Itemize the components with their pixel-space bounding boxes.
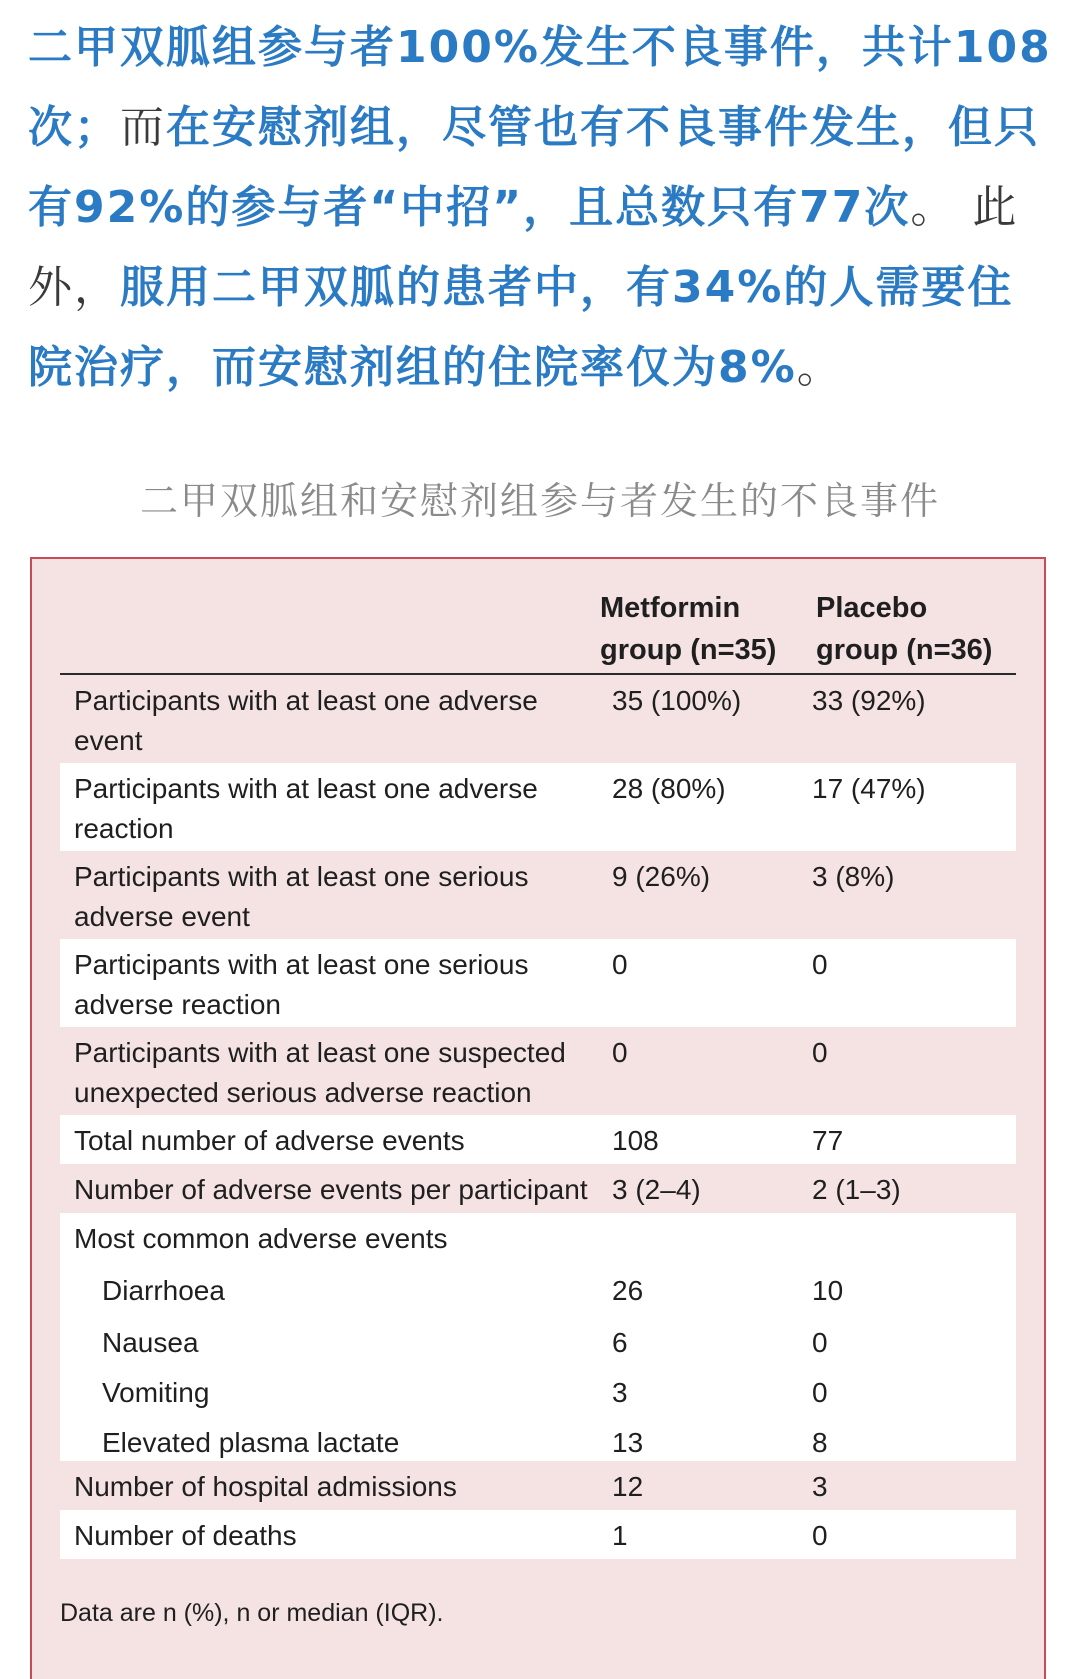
plain-text: 而	[120, 102, 166, 153]
table-row	[60, 1164, 1016, 1213]
metformin-value: 3	[612, 1377, 628, 1408]
paragraph-1	[28, 8, 1058, 408]
plain-text: 。	[910, 182, 957, 233]
placebo-value: 0	[812, 1037, 828, 1068]
placebo-value: 0	[812, 949, 828, 980]
header-metformin	[600, 587, 800, 671]
row-label: Participants with at least one serious adverse reaction	[74, 949, 529, 1020]
row-label: Participants with at least one adverse reaction	[74, 773, 538, 844]
row-label: Participants with at least one serious adverse event	[74, 861, 529, 932]
placebo-value: 0	[812, 1520, 828, 1551]
metformin-value: 13	[612, 1427, 644, 1458]
table-row	[60, 763, 1016, 851]
metformin-value: 3 (2–4)	[612, 1174, 701, 1205]
row-label: Elevated plasma lactate	[102, 1427, 400, 1458]
placebo-value: 8	[812, 1427, 828, 1458]
header-placebo	[816, 587, 1016, 671]
metformin-value: 35 (100%)	[612, 685, 742, 716]
table-row	[60, 1027, 1016, 1115]
plain-text: 此外，	[28, 182, 1019, 313]
plain-text: 。	[796, 342, 843, 393]
article-text	[28, 8, 1058, 408]
row-label: Vomiting	[102, 1377, 210, 1408]
metformin-value: 1	[612, 1520, 628, 1551]
placebo-value: 10	[812, 1275, 844, 1306]
table-row	[60, 939, 1016, 1027]
row-label: Participants with at least one adverse event	[74, 685, 538, 756]
metformin-value: 108	[612, 1125, 659, 1156]
row-label: Nausea	[102, 1327, 199, 1358]
table-row	[60, 1115, 1016, 1164]
placebo-value: 0	[812, 1327, 828, 1358]
highlight-text: 服用二甲双胍的患者中，有34%的人需要住院治疗，而安慰剂组的住院率仅为8%	[28, 262, 1014, 393]
row-label: Participants with at least one suspected unexpected serious adverse reaction	[74, 1037, 566, 1108]
row-label: Number of adverse events per participant	[74, 1174, 588, 1205]
placebo-value: 3	[812, 1471, 828, 1502]
header-metformin-line2: group (n=35)	[600, 634, 777, 666]
table-header	[60, 559, 1016, 675]
table-row	[60, 1461, 1016, 1510]
table-caption: 二甲双胍组和安慰剂组参与者发生的不良事件	[139, 479, 940, 523]
table-row-group	[60, 1213, 1016, 1461]
metformin-value: 6	[612, 1327, 628, 1358]
header-placebo-line2: group (n=36)	[816, 634, 993, 666]
row-label: Diarrhoea	[102, 1275, 225, 1306]
placebo-value: 2 (1–3)	[812, 1174, 901, 1205]
header-metformin-line1: Metformin	[600, 592, 741, 624]
placebo-value: 0	[812, 1377, 828, 1408]
metformin-value: 9 (26%)	[612, 861, 711, 892]
adverse-events-table	[30, 557, 1046, 1679]
table-row	[60, 851, 1016, 939]
row-label: Number of deaths	[74, 1520, 297, 1551]
placebo-value: 77	[812, 1125, 844, 1156]
metformin-value: 0	[612, 1037, 628, 1068]
highlight-text: 在安慰剂组，尽管也有不良事件发生，但只有92%的参与者“中招”，且总数只有77次	[28, 102, 1040, 233]
row-label: Total number of adverse events	[74, 1125, 465, 1156]
placebo-value: 33 (92%)	[812, 685, 926, 716]
row-label: Number of hospital admissions	[74, 1471, 457, 1502]
table-row	[60, 675, 1016, 763]
table-row	[60, 1510, 1016, 1559]
metformin-value: 0	[612, 949, 628, 980]
row-label: Most common adverse events	[74, 1223, 448, 1254]
highlight-text: 二甲双胍组参与者100%发生不良事件，共计108次；	[28, 22, 1052, 153]
header-placebo-line1: Placebo	[816, 592, 928, 624]
table-footnote: Data are n (%), n or median (IQR).	[60, 1599, 444, 1627]
placebo-value: 3 (8%)	[812, 861, 895, 892]
metformin-value: 28 (80%)	[612, 773, 726, 804]
metformin-value: 26	[612, 1275, 644, 1306]
metformin-value: 12	[612, 1471, 644, 1502]
placebo-value: 17 (47%)	[812, 773, 926, 804]
